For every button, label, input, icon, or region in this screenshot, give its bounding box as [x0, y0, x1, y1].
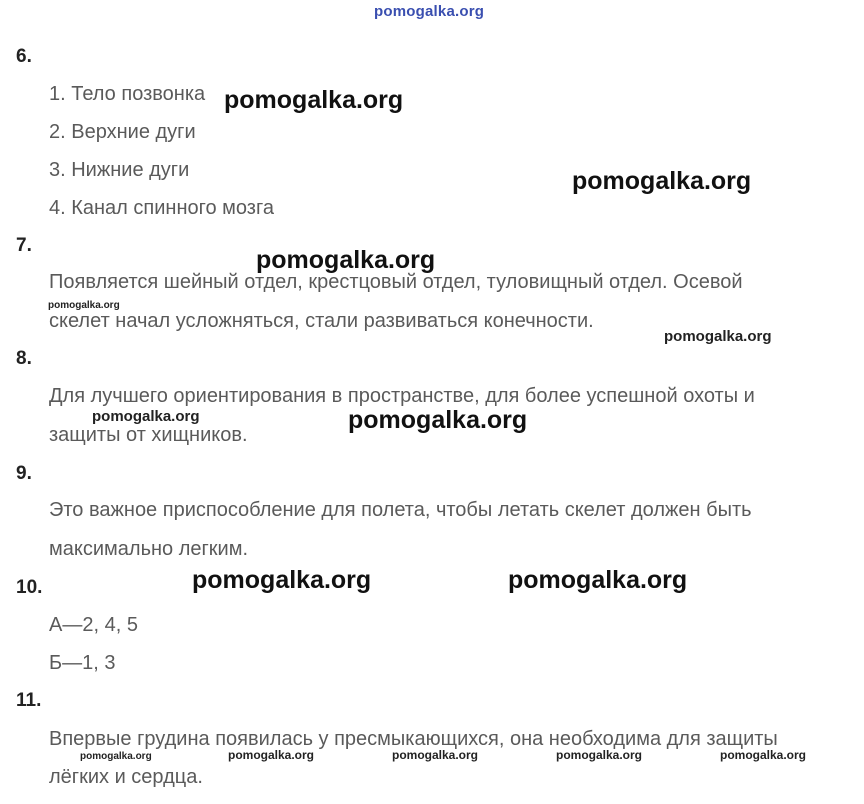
list-item: А—2, 4, 5 [49, 614, 138, 636]
watermark-small: pomogalka.org [556, 748, 643, 762]
watermark-small: pomogalka.org [92, 408, 200, 425]
question-number-9: 9. [16, 463, 32, 484]
list-item: 1. Тело позвонка [49, 83, 206, 105]
watermark-small: pomogalka.org [48, 300, 120, 311]
answer-line: скелет начал усложняться, стали развиваться конечности. [49, 310, 594, 332]
question-number-7: 7. [16, 235, 32, 256]
list-item: 2. Верхние дуги [49, 121, 196, 143]
question-number-8: 8. [16, 348, 32, 369]
answer-line: Впервые грудина появилась у пресмыкающихся, она необходима для защиты [49, 728, 778, 750]
watermark-small: pomogalka.org [392, 748, 479, 762]
answer-line: лёгких и сердца. [49, 766, 203, 788]
question-number-6: 6. [16, 46, 32, 67]
watermark-small: pomogalka.org [228, 748, 315, 762]
watermark-small: pomogalka.org [720, 748, 807, 762]
list-item: 3. Нижние дуги [49, 159, 190, 181]
watermark: pomogalka.org [508, 566, 688, 594]
question-number-11: 11. [16, 690, 42, 711]
header-watermark: pomogalka.org [374, 3, 485, 20]
list-item: Б—1, 3 [49, 652, 116, 674]
watermark: pomogalka.org [224, 86, 404, 114]
watermark: pomogalka.org [256, 246, 436, 274]
watermark: pomogalka.org [192, 566, 372, 594]
question-number-10: 10. [16, 577, 43, 598]
watermark: pomogalka.org [572, 167, 752, 195]
answer-line: Появляется шейный отдел, крестцовый отдел, туловищный отдел. Осевой [49, 271, 743, 293]
watermark-small: pomogalka.org [664, 328, 772, 345]
watermark: pomogalka.org [348, 406, 528, 434]
answer-line: Это важное приспособление для полета, чтобы летать скелет должен быть [49, 499, 752, 521]
list-item: 4. Канал спинного мозга [49, 197, 274, 219]
answer-line: защиты от хищников. [49, 424, 248, 446]
answer-line: Для лучшего ориентирования в пространстве, для более успешной охоты и [49, 385, 755, 407]
watermark-small: pomogalka.org [80, 751, 152, 762]
answer-line: максимально легким. [49, 538, 249, 560]
